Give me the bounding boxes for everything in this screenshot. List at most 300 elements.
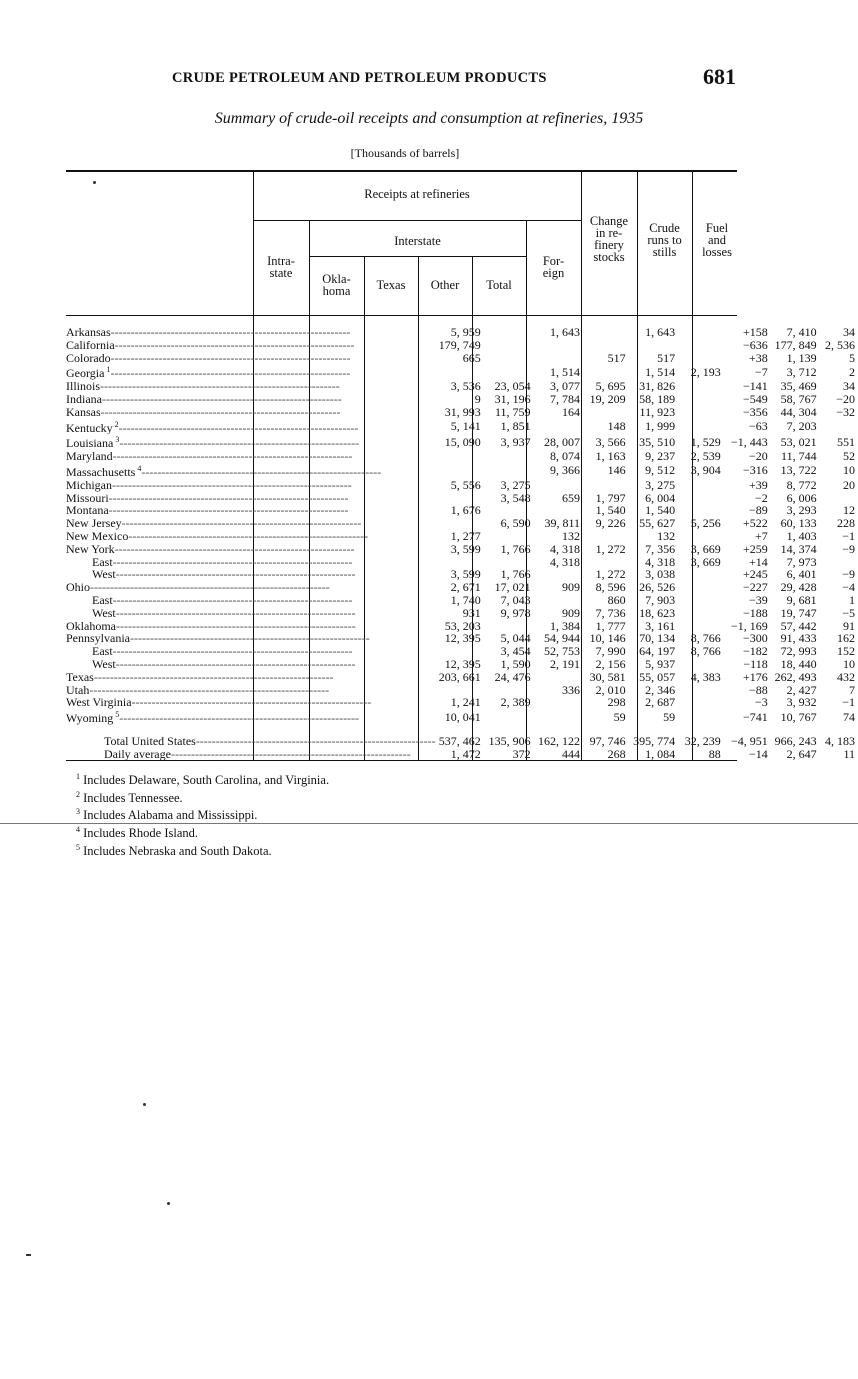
- cell-oklahoma: 2, 389: [500, 696, 531, 710]
- cell-foreign: [678, 393, 724, 406]
- leader-dots: ------------------------------------------------------------: [114, 338, 355, 352]
- cell-total: 4, 318: [645, 555, 676, 569]
- cell-texas: 444: [562, 747, 580, 761]
- page-header: [0, 66, 858, 90]
- cell-texas: 659: [562, 491, 580, 505]
- cell-crude-runs: 10, 767: [780, 709, 817, 724]
- total-row: [66, 748, 858, 761]
- header-oklahoma: Okla- homa: [322, 272, 351, 298]
- table-row: [66, 434, 858, 450]
- cell-other: 5, 695: [595, 380, 626, 393]
- cell-intrastate: 5, 959: [450, 326, 481, 339]
- cell-total: 3, 161: [645, 619, 676, 633]
- cell-total: 70, 134: [639, 632, 676, 646]
- cell-change-stocks: −118: [743, 657, 768, 671]
- footnote: [76, 770, 329, 788]
- leader-dots: ------------------------------------------------------------: [108, 504, 349, 518]
- table-units: [Thousands of barrels]: [350, 146, 460, 160]
- row-label: [66, 684, 436, 697]
- cell-foreign: [678, 326, 724, 339]
- cell-other: 1, 272: [595, 568, 626, 582]
- cell-texas: 28, 007: [544, 434, 580, 449]
- cell-intrastate: 31, 993: [444, 405, 481, 419]
- cell-fuel-losses: 34: [843, 380, 855, 393]
- cell-foreign: [678, 339, 724, 352]
- cell-change-stocks: −4, 951: [730, 734, 768, 748]
- row-label-text: Illinois: [66, 380, 101, 393]
- table-row: [66, 419, 858, 435]
- cell-intrastate: 12, 395: [444, 657, 481, 671]
- table-row: [66, 364, 858, 380]
- row-label-text: Pennsylvania: [66, 632, 130, 646]
- cell-fuel-losses: 432: [837, 670, 855, 684]
- row-label: [66, 735, 436, 748]
- footnote-number: 5: [76, 842, 80, 852]
- cell-crude-runs: 29, 428: [780, 581, 817, 594]
- table-row: [66, 450, 858, 463]
- cell-texas: 8, 074: [550, 450, 580, 463]
- cell-change-stocks: +245: [742, 568, 768, 582]
- row-label-text: Wyoming: [66, 711, 114, 725]
- row-label: [66, 380, 436, 393]
- row-label-text: Michigan: [66, 478, 112, 492]
- row-label: [66, 479, 436, 492]
- cell-crude-runs: 9, 681: [786, 593, 817, 607]
- table-row: [66, 658, 858, 671]
- cell-crude-runs: 6, 006: [786, 491, 817, 505]
- cell-change-stocks: −316: [742, 463, 768, 478]
- cell-foreign: [678, 658, 724, 671]
- cell-foreign: 2, 193: [690, 364, 721, 379]
- cell-oklahoma: [484, 364, 534, 380]
- cell-other: 1, 797: [595, 491, 626, 505]
- stray-mark: [167, 1202, 170, 1205]
- cell-intrastate: 1, 472: [450, 747, 481, 761]
- cell-crude-runs: 2, 647: [786, 747, 817, 761]
- leader-dots: ------------------------------------------------------------: [116, 619, 356, 633]
- cell-texas: [534, 709, 583, 725]
- leader-dots: ------------------------------------------------------------: [128, 529, 369, 543]
- cell-intrastate: [436, 450, 484, 463]
- cell-oklahoma: 3, 454: [500, 645, 531, 658]
- table-row: [66, 581, 858, 594]
- cell-texas: 132: [562, 529, 580, 543]
- cell-other: 2, 156: [595, 657, 626, 671]
- cell-texas: 909: [562, 606, 580, 620]
- cell-change-stocks: +259: [742, 542, 768, 556]
- cell-oklahoma: [484, 352, 534, 365]
- row-label: [66, 352, 436, 365]
- leader-dots: ------------------------------------------------------------: [112, 478, 352, 492]
- leader-dots: ------------------------------------------------------------: [131, 696, 372, 710]
- cell-other: 9, 226: [595, 517, 626, 530]
- row-label-text: Colorado: [66, 351, 111, 365]
- header-foreign: For- eign: [542, 254, 565, 280]
- cell-texas: 1, 643: [550, 326, 580, 339]
- cell-fuel-losses: 1: [849, 593, 855, 607]
- row-label-text: Louisiana: [66, 436, 114, 451]
- cell-intrastate: 3, 599: [450, 542, 481, 556]
- cell-oklahoma: 7, 043: [500, 593, 531, 607]
- table-row: [66, 492, 858, 505]
- table-row: [66, 632, 858, 645]
- table-row: [66, 326, 858, 339]
- cell-foreign: 32, 239: [684, 734, 721, 748]
- cell-fuel-losses: 162: [837, 632, 855, 646]
- row-label-text: Total United States: [104, 734, 196, 748]
- cell-change-stocks: −14: [748, 747, 768, 761]
- cell-texas: [534, 671, 583, 684]
- cell-total: 5, 937: [645, 657, 676, 671]
- cell-total: 31, 826: [639, 380, 676, 393]
- cell-other: 3, 566: [595, 434, 626, 449]
- row-label-text: Kansas: [66, 405, 101, 419]
- row-label-text: Maryland: [66, 450, 113, 463]
- cell-other: 7, 736: [595, 606, 626, 620]
- footnote: [76, 788, 329, 806]
- row-label: [66, 607, 436, 620]
- cell-fuel-losses: 74: [843, 709, 855, 724]
- leader-dots: ------------------------------------------------------------: [112, 645, 353, 658]
- cell-change-stocks: −227: [742, 581, 768, 594]
- row-label: [66, 339, 436, 352]
- cell-total: 35, 510: [639, 434, 676, 449]
- leader-dots: ------------------------------------------------------------: [115, 606, 356, 620]
- cell-intrastate: 5, 556: [450, 478, 481, 492]
- cell-intrastate: [436, 684, 484, 697]
- cell-oklahoma: 3, 548: [500, 491, 531, 505]
- row-label: [66, 463, 436, 479]
- cell-total: 58, 189: [639, 392, 676, 406]
- cell-texas: 164: [562, 405, 580, 419]
- cell-crude-runs: 72, 993: [780, 645, 817, 658]
- cell-texas: [534, 696, 583, 709]
- cell-other: 2, 010: [595, 683, 626, 697]
- cell-fuel-losses: 4, 183: [825, 734, 855, 748]
- cell-foreign: 3, 904: [690, 463, 721, 478]
- row-label: [66, 406, 436, 419]
- row-label-text: West: [92, 568, 116, 582]
- table-row: [66, 556, 858, 569]
- cell-intrastate: 179, 749: [438, 338, 481, 352]
- cell-oklahoma: 1, 590: [500, 657, 531, 671]
- running-head: CRUDE PETROLEUM AND PETROLEUM PRODUCTS: [172, 70, 547, 86]
- cell-total: 1, 084: [645, 747, 676, 761]
- cell-foreign: 5, 256: [690, 517, 721, 530]
- footnote-text: Includes Rhode Island.: [80, 826, 199, 841]
- stray-mark: [93, 181, 96, 184]
- cell-foreign: [678, 530, 724, 543]
- table-row: [66, 543, 858, 556]
- cell-crude-runs: 14, 374: [780, 542, 817, 556]
- cell-intrastate: 3, 599: [450, 568, 481, 582]
- cell-change-stocks: −7: [754, 364, 768, 379]
- cell-intrastate: [436, 517, 484, 530]
- cell-crude-runs: 13, 722: [780, 463, 817, 478]
- cell-crude-runs: 3, 712: [786, 364, 817, 379]
- cell-foreign: 88: [708, 747, 721, 761]
- leader-dots: ------------------------------------------------------------: [108, 491, 349, 505]
- leader-dots: ------------------------------------------------------------: [100, 405, 341, 419]
- cell-crude-runs: 1, 139: [786, 351, 817, 365]
- table-row: [66, 607, 858, 620]
- spacer-row: [66, 725, 858, 735]
- cell-intrastate: 12, 395: [444, 632, 481, 646]
- table-row: [66, 406, 858, 419]
- cell-other: [583, 530, 629, 543]
- cell-change-stocks: +14: [748, 555, 768, 569]
- cell-other: [583, 406, 629, 419]
- cell-total: 55, 627: [639, 517, 676, 530]
- row-label: [66, 326, 436, 339]
- row-label-text: West Virginia: [66, 696, 132, 710]
- cell-texas: [534, 594, 583, 607]
- row-label-text: Georgia: [66, 366, 105, 381]
- row-label: [66, 709, 436, 725]
- table-row: [66, 696, 858, 709]
- cell-foreign: [678, 607, 724, 620]
- cell-crude-runs: 3, 293: [786, 504, 817, 518]
- cell-change-stocks: −141: [742, 380, 768, 393]
- footnotes: [76, 770, 329, 858]
- cell-texas: 1, 514: [550, 364, 580, 379]
- row-label: [66, 568, 436, 581]
- cell-total: 7, 356: [645, 542, 676, 556]
- cell-foreign: [678, 406, 724, 419]
- table-row: [66, 594, 858, 607]
- cell-intrastate: 1, 740: [450, 593, 481, 607]
- cell-texas: 4, 318: [550, 542, 580, 556]
- cell-other: 860: [607, 593, 626, 607]
- cell-change-stocks: +7: [754, 529, 768, 543]
- leader-dots: ------------------------------------------------------------: [130, 632, 370, 646]
- cell-foreign: 4, 383: [690, 670, 721, 684]
- cell-intrastate: [436, 492, 484, 505]
- table-body: [66, 326, 858, 761]
- cell-foreign: [678, 380, 724, 393]
- cell-other: [583, 556, 629, 569]
- cell-crude-runs: 35, 469: [780, 380, 817, 393]
- leader-dots: ------------------------------------------------------------: [89, 683, 330, 697]
- cell-total: 3, 275: [645, 478, 676, 492]
- cell-oklahoma: 3, 275: [500, 478, 531, 492]
- cell-fuel-losses: 2, 536: [825, 338, 855, 352]
- row-label: [66, 671, 436, 684]
- cell-intrastate: 537, 462: [438, 734, 481, 748]
- cell-texas: [534, 479, 583, 492]
- cell-fuel-losses: [820, 492, 858, 505]
- cell-oklahoma: 3, 937: [500, 434, 531, 449]
- cell-fuel-losses: 12: [843, 504, 855, 518]
- leader-dots: ------------------------------------------------------------: [110, 351, 351, 365]
- table-title: Summary of crude-oil receipts and consumption at refineries, 1935: [214, 110, 644, 127]
- row-label: [66, 393, 436, 406]
- table-row: [66, 568, 858, 581]
- row-label-text: East: [92, 593, 113, 607]
- cell-texas: [534, 568, 583, 581]
- cell-change-stocks: −549: [742, 392, 768, 406]
- table-row: [66, 504, 858, 517]
- cell-total: [629, 339, 678, 352]
- cell-total: 517: [657, 351, 676, 365]
- row-label: [66, 543, 436, 556]
- cell-foreign: [678, 620, 724, 633]
- cell-crude-runs: 7, 410: [786, 326, 817, 339]
- footnote-ref: 4: [135, 463, 142, 473]
- cell-foreign: 8, 766: [690, 645, 721, 658]
- table-row: [66, 380, 858, 393]
- cell-oklahoma: 24, 476: [494, 670, 531, 684]
- cell-foreign: 2, 539: [690, 450, 721, 463]
- leader-dots: ------------------------------------------------------------: [114, 542, 355, 556]
- cell-fuel-losses: −9: [842, 568, 855, 582]
- cell-change-stocks: +522: [742, 517, 768, 530]
- cell-other: [583, 339, 629, 352]
- cell-intrastate: 15, 090: [444, 434, 481, 449]
- cell-fuel-losses: 5: [849, 351, 855, 365]
- receipts-rule: [253, 220, 581, 221]
- row-label-text: Daily average: [104, 747, 171, 761]
- cell-fuel-losses: 152: [837, 645, 855, 658]
- cell-fuel-losses: 7: [849, 683, 855, 697]
- cell-foreign: [678, 594, 724, 607]
- cell-oklahoma: 6, 590: [500, 517, 531, 530]
- leader-dots: ------------------------------------------------------------: [112, 450, 353, 463]
- row-label: [66, 434, 436, 450]
- cell-total: 3, 038: [645, 568, 676, 582]
- cell-foreign: [678, 684, 724, 697]
- footnote-text: Includes Delaware, South Carolina, and Virginia.: [80, 773, 330, 788]
- cell-change-stocks: +176: [742, 670, 768, 684]
- row-label: [66, 748, 436, 761]
- cell-fuel-losses: 91: [843, 619, 855, 633]
- leader-dots: ------------------------------------------------------------: [110, 326, 351, 339]
- cell-crude-runs: 7, 973: [786, 555, 817, 569]
- cell-total: 9, 237: [645, 450, 676, 463]
- cell-intrastate: 931: [462, 606, 481, 620]
- row-label-text: West: [92, 606, 116, 620]
- cell-total: 55, 057: [639, 670, 676, 684]
- row-label: [66, 556, 436, 569]
- cell-intrastate: 9: [474, 392, 481, 406]
- cell-change-stocks: −63: [748, 419, 768, 434]
- leader-dots: ------------------------------------------------------------: [141, 464, 382, 479]
- cell-crude-runs: 91, 433: [780, 632, 817, 646]
- cell-foreign: [678, 492, 724, 505]
- cell-intrastate: 10, 041: [444, 709, 481, 724]
- cell-change-stocks: +38: [748, 351, 768, 365]
- row-label-text: Oklahoma: [66, 619, 116, 633]
- footnote-ref: 1: [104, 365, 111, 375]
- cell-total: 395, 774: [633, 734, 676, 748]
- cell-fuel-losses: [820, 419, 858, 435]
- cell-fuel-losses: −9: [842, 542, 855, 556]
- cell-foreign: [678, 709, 724, 725]
- cell-texas: 7, 784: [550, 392, 580, 406]
- cell-other: 517: [607, 351, 626, 365]
- cell-fuel-losses: −32: [836, 405, 855, 419]
- row-label: [66, 658, 436, 671]
- leader-dots: ------------------------------------------------------------: [112, 555, 353, 569]
- cell-intrastate: 1, 241: [450, 696, 481, 710]
- cell-intrastate: 3, 536: [450, 380, 481, 393]
- cell-texas: 9, 366: [550, 463, 580, 478]
- page-number: 681: [703, 64, 736, 89]
- cell-texas: 3, 077: [550, 380, 580, 393]
- cell-total: 1, 999: [645, 419, 676, 434]
- footnote-number: 2: [76, 789, 80, 799]
- row-label: [66, 632, 436, 645]
- header-change-stocks: Change in re- finery stocks: [589, 214, 629, 264]
- row-label: [66, 492, 436, 505]
- table-row: [66, 463, 858, 479]
- cell-change-stocks: −20: [748, 450, 768, 463]
- cell-other: 146: [607, 463, 626, 478]
- cell-oklahoma: 372: [512, 747, 531, 761]
- table-row: [66, 517, 858, 530]
- cell-intrastate: [436, 645, 484, 658]
- cell-texas: 909: [562, 581, 580, 594]
- cell-intrastate: [436, 556, 484, 569]
- footnote-number: 3: [76, 807, 80, 817]
- leader-dots: ------------------------------------------------------------: [101, 392, 342, 406]
- cell-change-stocks: −636: [742, 338, 768, 352]
- row-label: [66, 594, 436, 607]
- cell-crude-runs: 262, 493: [774, 670, 817, 684]
- leader-dots: ------------------------------------------------------------: [100, 380, 340, 393]
- cell-total: 11, 923: [639, 405, 676, 419]
- footnote-number: 4: [76, 824, 80, 834]
- leader-dots: ------------------------------------------------------------: [121, 517, 362, 530]
- cell-other: 298: [607, 696, 626, 710]
- cell-crude-runs: 3, 932: [786, 696, 817, 710]
- cell-intrastate: 1, 277: [450, 529, 481, 543]
- cell-crude-runs: 44, 304: [780, 405, 817, 419]
- cell-total: 1, 540: [645, 504, 676, 518]
- row-label: [66, 696, 436, 709]
- cell-crude-runs: 966, 243: [774, 734, 817, 748]
- cell-texas: 52, 753: [544, 645, 580, 658]
- cell-oklahoma: [484, 556, 534, 569]
- cell-oklahoma: 23, 054: [494, 380, 531, 393]
- cell-total: 1, 514: [645, 364, 676, 379]
- row-label-text: East: [92, 645, 113, 658]
- footnote-text: Includes Alabama and Mississippi.: [80, 808, 258, 823]
- cell-crude-runs: 57, 442: [780, 619, 817, 633]
- table-row: [66, 530, 858, 543]
- cell-texas: 162, 122: [538, 734, 580, 748]
- cell-other: 8, 596: [595, 581, 626, 594]
- cell-oklahoma: [484, 339, 534, 352]
- footnote-text: Includes Nebraska and South Dakota.: [80, 843, 272, 858]
- leader-dots: ------------------------------------------------------------: [112, 593, 353, 607]
- footnote: [76, 823, 329, 841]
- table-row: [66, 620, 858, 633]
- cell-oklahoma: 1, 851: [500, 419, 531, 434]
- cell-texas: 54, 944: [544, 632, 580, 646]
- cell-oklahoma: 9, 978: [500, 606, 531, 620]
- cell-crude-runs: 60, 133: [780, 517, 817, 530]
- cell-fuel-losses: 10: [843, 657, 855, 671]
- cell-fuel-losses: 20: [843, 478, 855, 492]
- cell-crude-runs: 1, 403: [786, 529, 817, 543]
- row-label-text: Kentucky: [66, 420, 113, 435]
- row-label-text: Utah: [66, 683, 90, 697]
- cell-foreign: 3, 669: [690, 542, 721, 556]
- cell-fuel-losses: 228: [837, 517, 855, 530]
- row-label-text: Texas: [66, 670, 94, 684]
- cell-oklahoma: [484, 709, 534, 725]
